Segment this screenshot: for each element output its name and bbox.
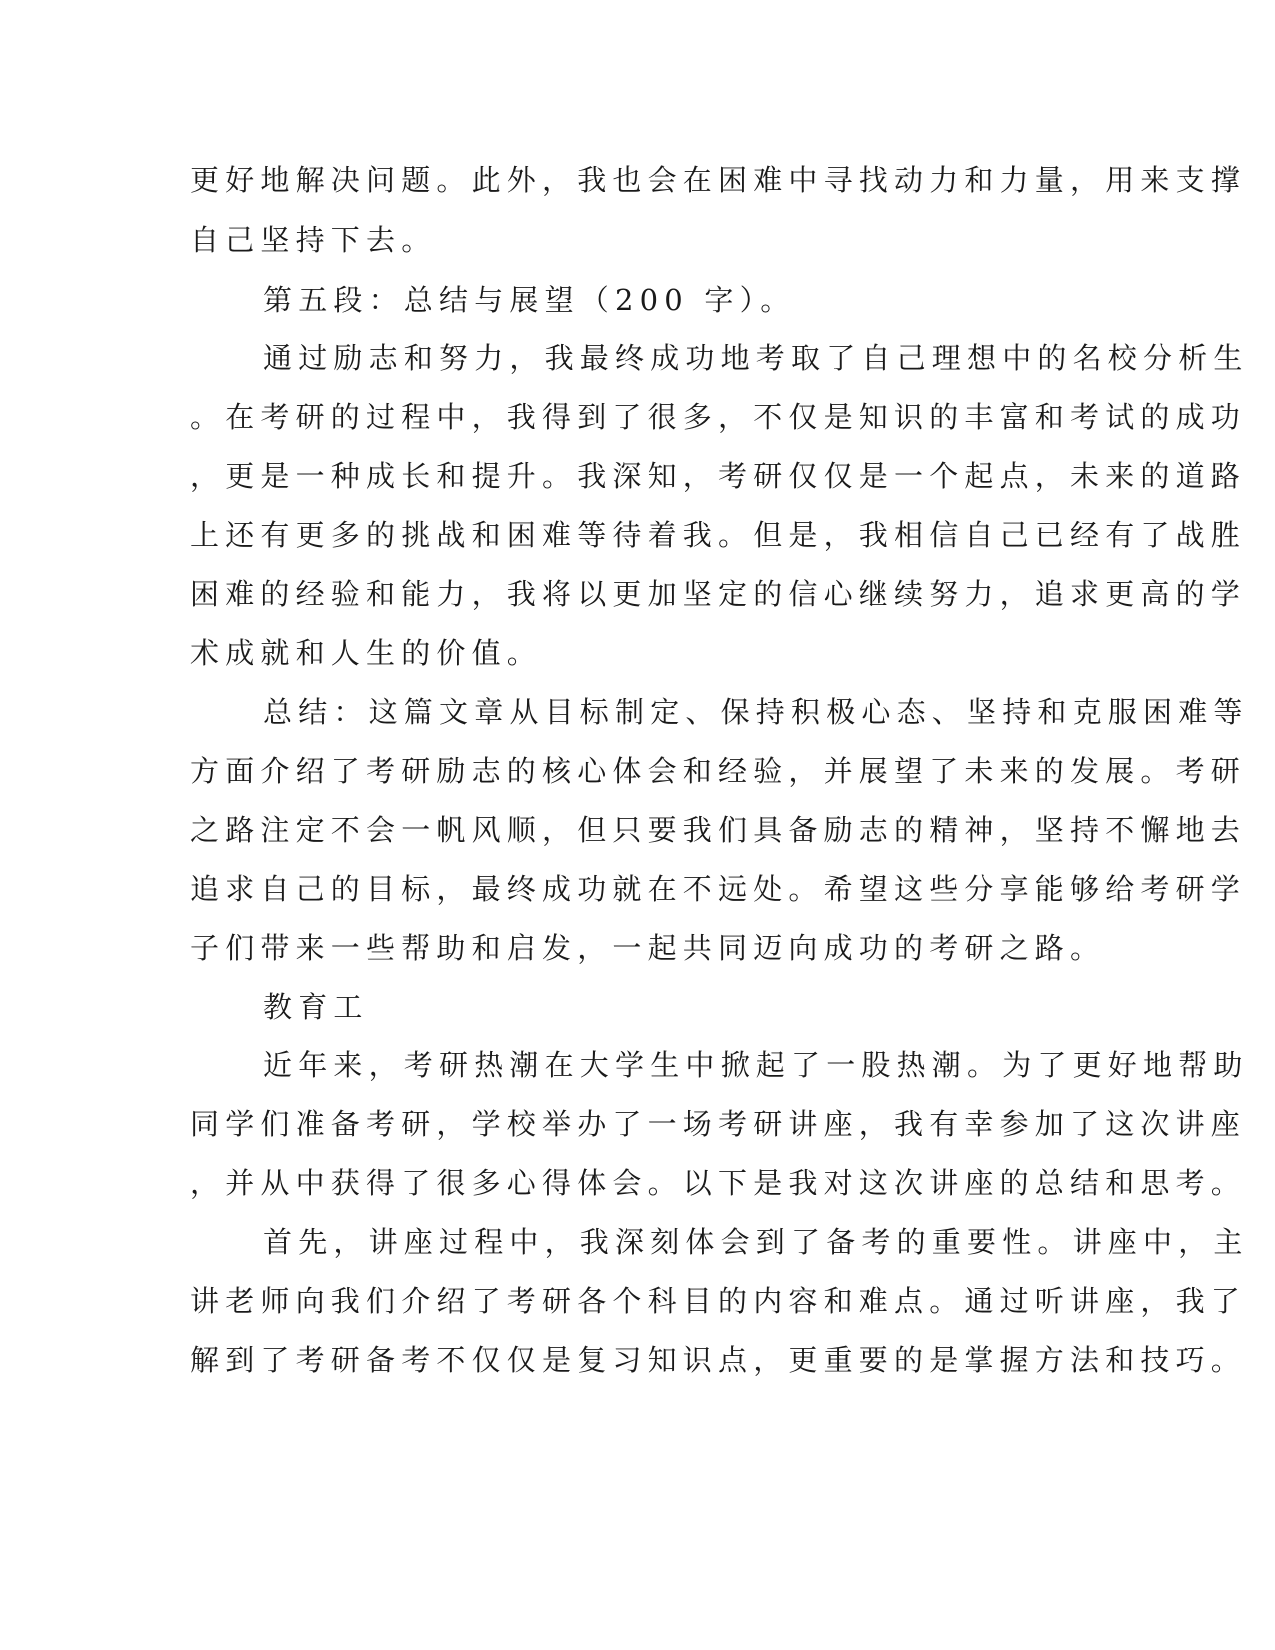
text-line: 首先，讲座过程中，我深刻体会到了备考的重要性。讲座中，主 xyxy=(263,1225,1249,1259)
text-line: ，更是一种成长和提升。我深知，考研仅仅是一个起点，未来的道路 xyxy=(190,459,1247,493)
text-line: 总结：这篇文章从目标制定、保持积极心态、坚持和克服困难等 xyxy=(263,695,1249,729)
text-line: 同学们准备考研，学校举办了一场考研讲座，我有幸参加了这次讲座 xyxy=(190,1107,1247,1141)
text-line: 更好地解决问题。此外，我也会在困难中寻找动力和力量，用来支撑 xyxy=(190,163,1247,197)
text-line: 讲老师向我们介绍了考研各个科目的内容和难点。通过听讲座，我了 xyxy=(190,1284,1247,1318)
text-line: 术成就和人生的价值。 xyxy=(190,636,543,670)
text-line: 通过励志和努力，我最终成功地考取了自己理想中的名校分析生 xyxy=(263,341,1249,375)
text-line: 子们带来一些帮助和启发，一起共同迈向成功的考研之路。 xyxy=(190,931,1106,965)
text-line: 。在考研的过程中，我得到了很多，不仅是知识的丰富和考试的成功 xyxy=(190,400,1247,434)
text-line: 自己坚持下去。 xyxy=(190,223,437,257)
text-line: ，并从中获得了很多心得体会。以下是我对这次讲座的总结和思考。 xyxy=(190,1166,1247,1200)
text-line: 追求自己的目标，最终成功就在不远处。希望这些分享能够给考研学 xyxy=(190,872,1247,906)
text-line: 上还有更多的挑战和困难等待着我。但是，我相信自己已经有了战胜 xyxy=(190,518,1247,552)
text-line: 近年来，考研热潮在大学生中掀起了一股热潮。为了更好地帮助 xyxy=(263,1048,1249,1082)
text-line: 解到了考研备考不仅仅是复习知识点，更重要的是掌握方法和技巧。 xyxy=(190,1343,1247,1377)
section-heading: 第五段：总结与展望（200 字）。 xyxy=(263,283,796,317)
text-line: 方面介绍了考研励志的核心体会和经验，并展望了未来的发展。考研 xyxy=(190,754,1247,788)
text-line: 之路注定不会一帆风顺，但只要我们具备励志的精神，坚持不懈地去 xyxy=(190,813,1247,847)
text-line: 困难的经验和能力，我将以更加坚定的信心继续努力，追求更高的学 xyxy=(190,577,1247,611)
section-heading: 教育工 xyxy=(263,990,369,1024)
